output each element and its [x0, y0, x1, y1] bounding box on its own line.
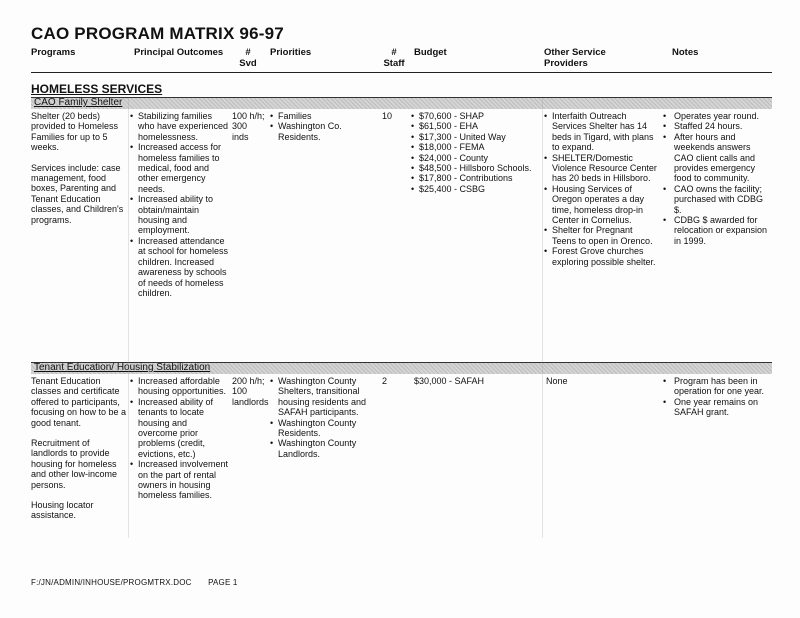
note-item: • Staffed 24 hours. — [662, 121, 772, 131]
program-budget: $30,000 - SAFAH — [414, 376, 485, 386]
program-band — [31, 98, 772, 109]
priority-item: • Washington County Shelters, transitional housing residents and SAFAH participants. — [269, 376, 373, 418]
program-notes — [662, 111, 772, 246]
description-text: Housing locator assistance. — [31, 500, 94, 521]
header-notes: Notes — [672, 47, 699, 58]
note-item: • After hours and weekends answers CAO client calls and provides emergency food to community. — [662, 132, 772, 184]
note-item: • CAO owns the facility; purchased with CDBG $. — [662, 184, 772, 215]
program-notes — [662, 376, 772, 418]
provider-item: • SHELTER/Domestic Violence Resource Center has 20 beds in Hillsboro. — [543, 153, 657, 184]
outcome-item: • Increased affordable housing opportunities. — [129, 376, 229, 397]
program-outcomes — [129, 111, 229, 298]
outcome-item: • Increased ability to obtain/maintain housing and employment. — [129, 194, 229, 236]
section-title: HOMELESS SERVICES — [31, 82, 163, 96]
header-programs: Programs — [31, 47, 76, 58]
header-rule — [31, 72, 772, 73]
priority-item: • Washington Co. Residents. — [269, 121, 373, 142]
program-band — [31, 363, 772, 374]
note-item: • Operates year round. — [662, 111, 772, 121]
priority-item: • Washington County Landlords. — [269, 438, 373, 459]
budget-item: • $48,500 - Hillsboro Schools. — [410, 163, 538, 173]
header-served-label: Svd — [239, 58, 257, 69]
footer-page: PAGE 1 — [208, 578, 238, 587]
provider-item: • Housing Services of Oregon operates a day time, homeless drop-in Center in Cornelius. — [543, 184, 657, 226]
provider-item: • Forest Grove churches exploring possible shelter. — [543, 246, 657, 267]
outcome-item: • Stabilizing families who have experienced homelessness. — [129, 111, 229, 142]
staff-count: 10 — [382, 111, 393, 121]
budget-item: • $17,800 - Contributions — [410, 173, 538, 183]
budget-item: • $24,000 - County — [410, 153, 538, 163]
header-priorities: Priorities — [270, 47, 312, 58]
outcome-item: • Increased ability of tenants to locate housing and overcome prior problems (credit, evictions, etc.) — [129, 397, 229, 459]
other-providers: None — [546, 376, 568, 386]
program-name: CAO Family Shelter — [34, 97, 123, 108]
document-footer — [31, 578, 252, 587]
header-providers — [544, 47, 606, 69]
note-item: • CDBG $ awarded for relocation or expansion in 1999. — [662, 215, 772, 246]
description-text: Tenant Education classes and certificate offered to participants, focusing on how to be a good tenant. — [31, 376, 127, 428]
budget-item: • $17,300 - United Way — [410, 132, 538, 142]
header-served-symbol: # — [245, 47, 251, 58]
program-name: Tenant Education/ Housing Stabilization — [34, 362, 211, 373]
priority-item: • Washington County Residents. — [269, 418, 373, 439]
document-title: CAO PROGRAM MATRIX 96-97 — [31, 24, 284, 43]
header-outcomes: Principal Outcomes — [134, 47, 224, 58]
program-priorities — [269, 376, 373, 459]
header-staff-symbol: # — [391, 47, 397, 58]
header-staff — [379, 47, 409, 69]
served-count: 200 h/h; 100 landlords — [232, 376, 269, 407]
served-count: 100 h/h; 300 inds — [232, 111, 265, 142]
program-priorities — [269, 111, 373, 142]
provider-item: • Shelter for Pregnant Teens to open in Orenco. — [543, 225, 657, 246]
header-providers-line2: Providers — [544, 58, 588, 69]
description-text: Services include: case management, food boxes, Parenting and Tenant Education classes, and Children's programs. — [31, 162, 124, 225]
outcome-item: • Increased involvement on the part of rental owners in housing homeless families. — [129, 459, 229, 501]
outcome-item: • Increased attendance at school for homeless children. Increased awareness by schools of needs of homeless children. — [129, 236, 229, 298]
outcome-item: • Increased access for homeless families to medical, food and other emergency needs. — [129, 142, 229, 194]
budget-item: • $18,000 - FEMA — [410, 142, 538, 152]
budget-item: • $61,500 - EHA — [410, 121, 538, 131]
program-outcomes — [129, 376, 229, 501]
budget-item: • $25,400 - CSBG — [410, 184, 538, 194]
provider-item: • Interfaith Outreach Services Shelter has 14 beds in Tigard, with plans to expand. — [543, 111, 657, 153]
priority-item: • Families — [269, 111, 373, 121]
header-providers-line1: Other Service — [544, 47, 606, 58]
note-item: • One year remains on SAFAH grant. — [662, 397, 772, 418]
column-divider — [128, 98, 129, 538]
footer-path: F:/JN/ADMIN/INHOUSE/PROGMTRX.DOC — [31, 578, 192, 587]
program-description — [31, 376, 127, 521]
header-served — [233, 47, 263, 69]
program-budget — [410, 111, 538, 194]
staff-count: 2 — [382, 376, 388, 386]
other-providers — [543, 111, 657, 267]
column-divider — [542, 98, 543, 538]
program-description — [31, 111, 127, 225]
description-text: Shelter (20 beds) provided to Homeless Families for up to 5 weeks. — [31, 111, 119, 153]
header-budget: Budget — [414, 47, 447, 58]
budget-item: • $70,600 - SHAP — [410, 111, 538, 121]
note-item: • Program has been in operation for one year. — [662, 376, 772, 397]
description-text: Recruitment of landlords to provide housing for homeless and other low-income persons. — [31, 438, 118, 490]
header-staff-label: Staff — [383, 58, 405, 69]
